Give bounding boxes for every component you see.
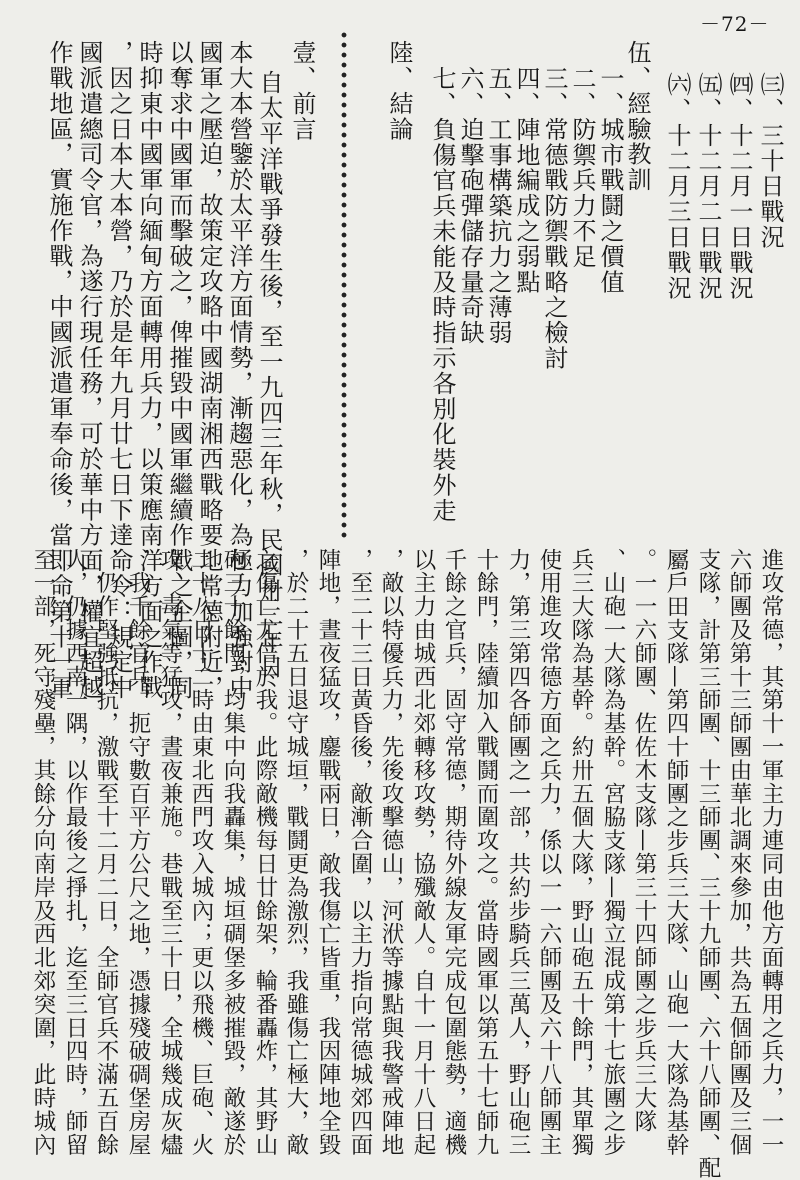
text-column: 二十八日十二時由東北西門攻入城內；更以飛機、巨砲、火 (188, 548, 214, 1157)
text-column: 至一部，死守殘壘，其餘分向南岸及西北郊突圍，此時城內 (30, 548, 56, 1157)
page-number: －72－ (700, 12, 770, 36)
text-column: ㈥、十二月三日戰況 (663, 72, 691, 301)
text-column: 國派遣總司令官，為遂行現任務，可於華中方面，權宜超越 (75, 40, 103, 701)
text-column: 作戰地區，實施作戰，中國派遣軍奉命後，當即命第十一軍 (45, 40, 73, 701)
text-column: 力，第三第四各師團之一部，共約步騎兵三萬人，野山砲三 (505, 548, 531, 1157)
text-column: 屬戶田支隊—第四十師團之步兵三大隊、山砲一大隊為基幹 (663, 548, 689, 1157)
text-column: ，於二十五日退守城垣，戰鬪更為激烈，我雖傷亡極大，敵 (283, 548, 309, 1157)
text-column: ，至二十三日黃昏後，敵漸合圍，以主力指向常德城郊四面 (347, 548, 373, 1157)
text-column: 攻、毒氣等猛攻，晝夜兼施。巷戰至三十日，全城幾成灰燼 (157, 548, 183, 1157)
text-column: 四、陣地編成之弱點 (512, 66, 540, 295)
text-column: 七、負傷官兵未能及時指示各別化裝外走 (428, 66, 456, 524)
text-column: 十餘門，陸續加入戰鬪而圍攻之。當時國軍以第五十七師九 (473, 548, 499, 1157)
text-column: ，敵以特優兵力，先後攻擊德山，河洑等據點與我警戒陣地 (378, 548, 404, 1157)
text-column: 支隊，計第三師團、十三師團、三十九師團、六十八師團、配 (695, 548, 721, 1180)
text-column: 砲三十餘門，均集中向我轟集，城垣碉堡多被摧毀，敵遂於 (220, 548, 246, 1157)
text-column: 。一一六師團、佐佐木支隊—第三十四師團之步兵三大隊 (631, 548, 657, 1133)
text-column: 以主力由城西北郊轉移攻勢，協殲敵人。自十一月十八日起 (410, 548, 436, 1157)
text-column: 之傷亡尤倍於我。此際敵機每日廿餘架，輪番轟炸，其野山 (252, 548, 278, 1157)
text-column: 使用進攻常德方面之兵力，係以一一六師團及六十八師團主 (536, 548, 562, 1157)
text-column: 人，仍據西南一隅，以作最後之掙扎，迄至三日四時，師留 (62, 548, 88, 1157)
text-column: 以奪求中國軍而擊破之，俾摧毀中國軍繼續作戰之企圖，同 (165, 40, 193, 701)
text-column: 伍、經驗教訓 (623, 40, 651, 193)
text-column: ，我千餘官兵，扼守數百平方公尺之地，憑據殘破碉堡房屋 (125, 548, 151, 1157)
text-column: 陸、結論 (385, 40, 413, 142)
text-column: 三、常德戰防禦戰略之檢討 (540, 66, 568, 371)
text-column: ㈣、十二月一日戰況 (725, 72, 753, 301)
text-column: ，仍作堅強抵抗，激戰至十二月二日，全師官兵不滿五百餘 (93, 548, 119, 1157)
text-column: 五、工事構築抗力之薄弱 (484, 66, 512, 346)
text-column: 六、迫擊砲彈儲存量奇缺 (456, 66, 484, 346)
text-column: 兵三大隊為基幹。約卅五個大隊，野山砲五十餘門，其單獨 (568, 548, 594, 1157)
text-column: 進攻常德，其第十一軍主力連同由他方面轉用之兵力，一一 (758, 548, 784, 1157)
text-column: ㈤、十二月二日戰況 (694, 72, 722, 301)
text-column: ㈢、三十日戰況 (756, 72, 784, 250)
text-column: 二、防禦兵力不足 (568, 66, 596, 270)
text-column: 六師團及第十三師團由華北調來參加，共為五個師團及三個 (726, 548, 752, 1157)
text-column: 自太平洋戰爭發生後，至一九四三年秋，民國卅二年日 (255, 70, 283, 680)
section-divider (338, 30, 350, 540)
text-column: 千餘之官兵，固守常德，期待外線友軍完成包圍態勢，適機 (441, 548, 467, 1157)
text-column: 、山砲一大隊為基幹。宮脇支隊—獨立混成第十七旅團之步 (600, 548, 626, 1157)
text-column: 國軍之壓迫，故策定攻略中國湖南湘西戰略要地常德附近， (195, 40, 223, 701)
text-column: ，因之日本大本營，乃於是年九月廿七日下達命令：規定中 (105, 40, 133, 701)
text-column: 本大本營鑒於太平洋方面情勢，漸趨惡化，為極力加強對中 (225, 40, 253, 701)
text-column: 壹、前言 (288, 40, 316, 142)
text-column: 一、城市戰鬪之價值 (596, 66, 624, 295)
text-column: 時抑東中國軍向緬甸方面轉用兵力，以策應南洋方面之作戰 (135, 40, 163, 701)
text-column: 陣地，晝夜猛攻，鏖戰兩日，敵我傷亡皆重，我因陣地全毀 (315, 548, 341, 1157)
